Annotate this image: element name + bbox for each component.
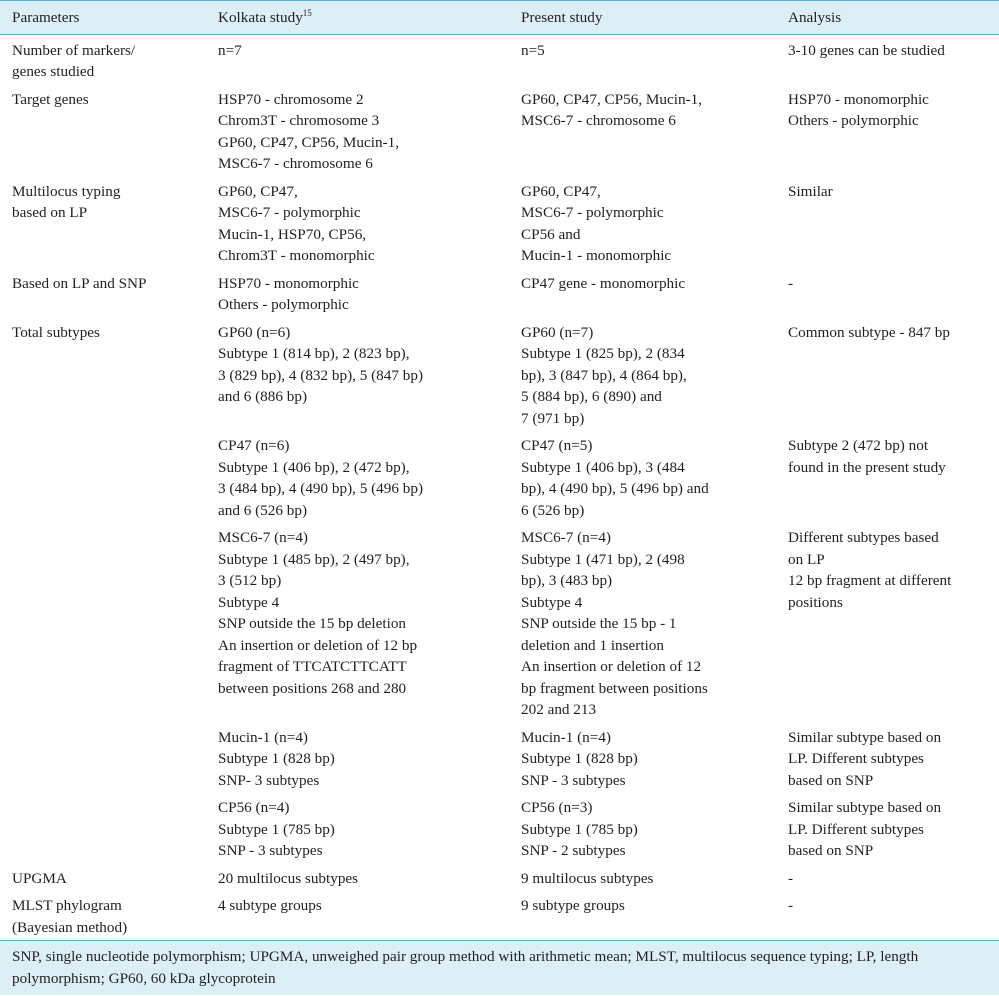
header-kolkata-reference: 15 <box>302 7 312 18</box>
cell-analysis: Similar subtype based on LP. Different subtypes based on SNP <box>788 799 942 859</box>
cell-analysis: Similar subtype based on LP. Different subtypes based on SNP <box>788 728 942 789</box>
cell-analysis: Similar <box>788 182 833 200</box>
cell-present: MSC6-7 (n=4) Subtype 1 (471 bp), 2 (498 bp), 3 (483 bp) Subtype 4 SNP outside the 15 bp - 1 deletion and 1 insertion An insertion or deletion of 12 bp fragment between positions 202 and 213 <box>521 529 708 718</box>
table-row <box>0 521 999 721</box>
cell-analysis: Common subtype - 847 bp <box>788 323 950 341</box>
cell-present: CP56 (n=3) Subtype 1 (785 bp) SNP - 2 subtypes <box>521 799 638 859</box>
cell-kolkata: CP47 (n=6) Subtype 1 (406 bp), 2 (472 bp), 3 (484 bp), 4 (490 bp), 5 (496 bp) and 6 (526 bp) <box>218 437 424 519</box>
cell-present: 9 multilocus subtypes <box>521 869 654 887</box>
cell-parameter: Number of markers/ genes studied <box>12 41 136 80</box>
header-present: Present study <box>509 1 776 35</box>
table-row <box>0 429 999 521</box>
cell-present: GP60, CP47, CP56, Mucin-1, MSC6-7 - chromosome 6 <box>521 90 703 129</box>
cell-present: Mucin-1 (n=4) Subtype 1 (828 bp) SNP - 3 subtypes <box>521 728 638 789</box>
table-row <box>0 267 999 316</box>
table-row <box>0 316 999 430</box>
cell-analysis: - <box>788 869 794 887</box>
cell-parameter <box>0 791 206 862</box>
table-row <box>0 721 999 792</box>
cell-analysis: - <box>788 274 794 292</box>
table-footnote: SNP, single nucleotide polymorphism; UPGMA, unweighed pair group method with arithmetic mean; MLST, multilocus sequence typing; LP, length polymorphism; GP60, 60 kDa glycoprotein <box>0 941 999 995</box>
cell-parameter: Multilocus typing based on LP <box>12 182 121 221</box>
table-row <box>0 889 999 941</box>
cell-kolkata: CP56 (n=4) Subtype 1 (785 bp) SNP - 3 subtypes <box>218 799 335 859</box>
cell-analysis: HSP70 - monomorphic Others - polymorphic <box>788 90 929 129</box>
table-row <box>0 34 999 83</box>
cell-present: GP60 (n=7) Subtype 1 (825 bp), 2 (834 bp), 3 (847 bp), 4 (864 bp), 5 (884 bp), 6 (890) and 7 (971 bp) <box>521 323 687 427</box>
table-row <box>0 862 999 890</box>
header-parameters: Parameters <box>0 1 206 35</box>
cell-kolkata: n=7 <box>218 41 242 59</box>
cell-present: GP60, CP47, MSC6-7 - polymorphic CP56 and Mucin-1 - monomorphic <box>521 182 672 264</box>
cell-kolkata: 4 subtype groups <box>206 889 509 941</box>
cell-analysis: 3-10 genes can be studied <box>788 41 945 59</box>
cell-parameter: MLST phylogram (Bayesian method) <box>0 889 206 941</box>
cell-present: n=5 <box>521 41 545 59</box>
cell-analysis: Subtype 2 (472 bp) not found in the present study <box>788 437 946 476</box>
table-row <box>0 83 999 175</box>
cell-present: CP47 (n=5) Subtype 1 (406 bp), 3 (484 bp), 4 (490 bp), 5 (496 bp) and 6 (526 bp) <box>521 437 709 519</box>
cell-present: CP47 gene - monomorphic <box>521 274 686 292</box>
cell-present: 9 subtype groups <box>509 889 776 941</box>
cell-parameter: Total subtypes <box>12 323 100 341</box>
cell-kolkata: Mucin-1 (n=4) Subtype 1 (828 bp) SNP- 3 subtypes <box>218 728 335 789</box>
cell-kolkata: HSP70 - chromosome 2 Chrom3T - chromosome 3 GP60, CP47, CP56, Mucin-1, MSC6-7 - chromosome 6 <box>218 90 400 172</box>
cell-analysis: - <box>776 889 999 941</box>
header-analysis: Analysis <box>776 1 999 35</box>
table-row <box>0 175 999 267</box>
cell-kolkata: 20 multilocus subtypes <box>218 869 359 887</box>
cell-parameter: Based on LP and SNP <box>12 274 147 292</box>
table-header-row <box>0 1 999 35</box>
cell-kolkata: GP60, CP47, MSC6-7 - polymorphic Mucin-1, HSP70, CP56, Chrom3T - monomorphic <box>218 182 375 264</box>
cell-kolkata: MSC6-7 (n=4) Subtype 1 (485 bp), 2 (497 bp), 3 (512 bp) Subtype 4 SNP outside the 15 bp deletion An insertion or deletion of 12 bp fragment of TTCATCTTCATT between positions 268 and 280 <box>218 529 418 697</box>
cell-kolkata: GP60 (n=6) Subtype 1 (814 bp), 2 (823 bp), 3 (829 bp), 4 (832 bp), 5 (847 bp) and 6 (886 bp) <box>218 323 424 405</box>
cell-parameter: Target genes <box>12 90 89 108</box>
cell-analysis: Different subtypes based on LP 12 bp fragment at different positions <box>788 529 952 611</box>
cell-parameter: UPGMA <box>12 869 67 887</box>
cell-kolkata: HSP70 - monomorphic Others - polymorphic <box>218 274 359 313</box>
header-kolkata-label: Kolkata study <box>218 9 303 26</box>
cell-parameter <box>0 521 206 721</box>
table-row <box>0 791 999 862</box>
cell-parameter <box>0 721 206 792</box>
header-kolkata <box>206 1 509 35</box>
cell-parameter <box>0 429 206 521</box>
